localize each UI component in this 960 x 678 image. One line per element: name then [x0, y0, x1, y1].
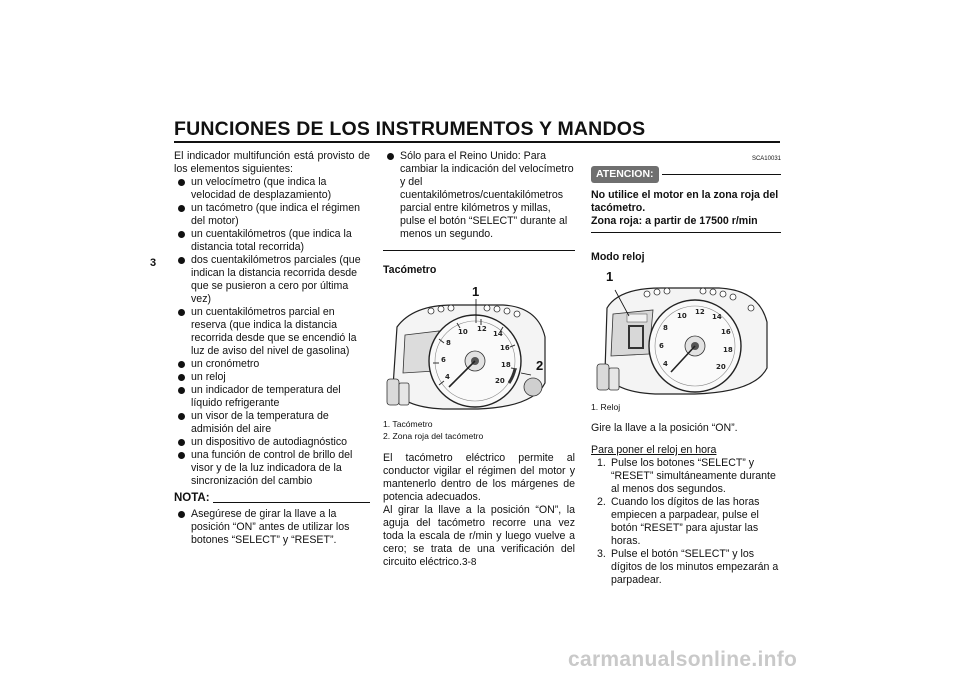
- list-item: una función de control de brillo del visor y de la luz indicadora de la sincronización del cambio: [174, 449, 370, 488]
- list-item: un cuentakilómetros (que indica la distancia total recorrida): [174, 228, 370, 254]
- callout-1: 1: [472, 284, 480, 299]
- warning-badge: ATENCION:: [591, 166, 659, 183]
- step-number: 3.: [597, 548, 606, 560]
- warning-rule: [662, 174, 781, 175]
- list-item: un visor de la temperatura de admisión del aire: [174, 410, 370, 436]
- nota-list: [174, 508, 370, 547]
- list-item: Asegúrese de girar la llave a la posición “ON” antes de utilizar los botones “SELECT” y “RESET”.: [174, 508, 370, 547]
- page-number: 3-8: [462, 557, 477, 568]
- list-item: Sólo para el Reino Unido: Para cambiar la indicación del velocímetro y del cuentakilómetros/cuentakilómetros parcial entre kilómetros y millas, pulse el botón “SELECT” durante al menos un segundo.: [383, 150, 575, 241]
- features-list: [174, 176, 370, 488]
- column-3: [591, 150, 781, 587]
- step-number: 1.: [597, 457, 606, 469]
- clock-figure: [591, 269, 761, 398]
- figure-caption: 1. Reloj: [591, 402, 621, 412]
- svg-text:18: 18: [501, 361, 511, 369]
- section-rule: [383, 250, 575, 251]
- warning-end-rule: [591, 232, 781, 233]
- figure-captions: [383, 418, 575, 442]
- tachometer-figure: [383, 284, 553, 415]
- step-text: Cuando los dígitos de las horas empiecen a parpadear, pulse el botón “RESET” para ajustar las horas.: [611, 496, 760, 547]
- watermark: carmanualsonline.info: [568, 648, 798, 671]
- list-item: un velocímetro (que indica la velocidad de desplazamiento): [174, 176, 370, 202]
- svg-text:20: 20: [716, 363, 726, 371]
- step-text: Pulse el botón “SELECT” y los dígitos de los minutos empezarán a parpadear.: [611, 548, 779, 586]
- list-item: un cronómetro: [174, 358, 370, 371]
- clock-display-illustration: [591, 274, 769, 398]
- svg-text:4: 4: [663, 360, 668, 368]
- svg-text:20: 20: [495, 377, 505, 385]
- clock-steps-list: [591, 457, 781, 587]
- svg-text:4: 4: [445, 373, 450, 381]
- svg-text:12: 12: [695, 308, 705, 316]
- uk-note-list: [383, 150, 575, 241]
- list-item: un indicador de temperatura del líquido refrigerante: [174, 384, 370, 410]
- svg-text:14: 14: [712, 313, 722, 321]
- svg-text:12: 12: [477, 325, 487, 333]
- svg-text:16: 16: [721, 328, 731, 336]
- list-item: un cuentakilómetros parcial en reserva (que indica la distancia recorrida desde que se encendió la luz de aviso del nivel de gasolina): [174, 306, 370, 358]
- list-item: [591, 457, 781, 496]
- svg-text:10: 10: [677, 312, 687, 320]
- svg-text:18: 18: [723, 346, 733, 354]
- list-item: un reloj: [174, 371, 370, 384]
- svg-text:6: 6: [659, 342, 664, 350]
- list-item: [591, 496, 781, 548]
- page-title: FUNCIONES DE LOS INSTRUMENTOS Y MANDOS: [174, 118, 646, 140]
- chapter-tab: 3: [150, 257, 157, 269]
- reference-code: SCA10031: [751, 156, 781, 162]
- tachometer-paragraph: El tacómetro eléctrico permite al conductor vigilar el régimen del motor y mantenerlo dentro de los márgenes de potencia adecuados.: [383, 452, 575, 503]
- list-item: [591, 548, 781, 587]
- intro-paragraph: El indicador multifunción está provisto de los elementos siguientes:: [174, 150, 370, 175]
- list-item: un dispositivo de autodiagnóstico: [174, 436, 370, 449]
- step-text: Pulse los botones “SELECT” y “RESET” simultáneamente durante al menos dos segundos.: [611, 457, 776, 495]
- column-1: [174, 150, 370, 547]
- svg-text:8: 8: [446, 339, 451, 347]
- column-2: [383, 150, 575, 569]
- list-item: dos cuentakilómetros parciales (que indican la distancia recorrida desde que se pusieron a cero por última vez): [174, 254, 370, 306]
- callout-2: 2: [536, 358, 544, 373]
- nota-rule: [213, 502, 370, 503]
- instrument-cluster-illustration: [383, 284, 553, 415]
- warning-heading: [591, 166, 781, 183]
- svg-text:14: 14: [493, 330, 503, 338]
- svg-text:10: 10: [458, 328, 468, 336]
- step-number: 2.: [597, 496, 606, 508]
- svg-text:8: 8: [663, 324, 668, 332]
- warning-line: No utilice el motor en la zona roja del tacómetro.: [591, 189, 779, 214]
- warning-line: Zona roja: a partir de 17500 r/min: [591, 215, 758, 227]
- nota-heading: [174, 492, 370, 505]
- clock-paragraph: Gire la llave a la posición “ON”.: [591, 422, 738, 434]
- svg-text:6: 6: [441, 356, 446, 364]
- clock-set-heading: Para poner el reloj en hora: [591, 444, 717, 456]
- warning-text: [591, 189, 781, 228]
- title-rule: [174, 141, 780, 143]
- clock-mode-heading: Modo reloj: [591, 251, 645, 263]
- nota-label: NOTA:: [174, 492, 210, 504]
- list-item: un tacómetro (que indica el régimen del motor): [174, 202, 370, 228]
- callout-1: 1: [606, 269, 614, 284]
- tachometer-heading: Tacómetro: [383, 264, 437, 276]
- caption-line: 1. Tacómetro: [383, 419, 433, 429]
- svg-text:16: 16: [500, 344, 510, 352]
- caption-line: 2. Zona roja del tacómetro: [383, 431, 484, 441]
- tachometer-check-paragraph: Al girar la llave a la posición “ON”, la aguja del tacómetro recorre una vez toda la escala de r/min y luego vuelve a cero; se trata de una verificación del circuito eléctrico.: [383, 504, 575, 568]
